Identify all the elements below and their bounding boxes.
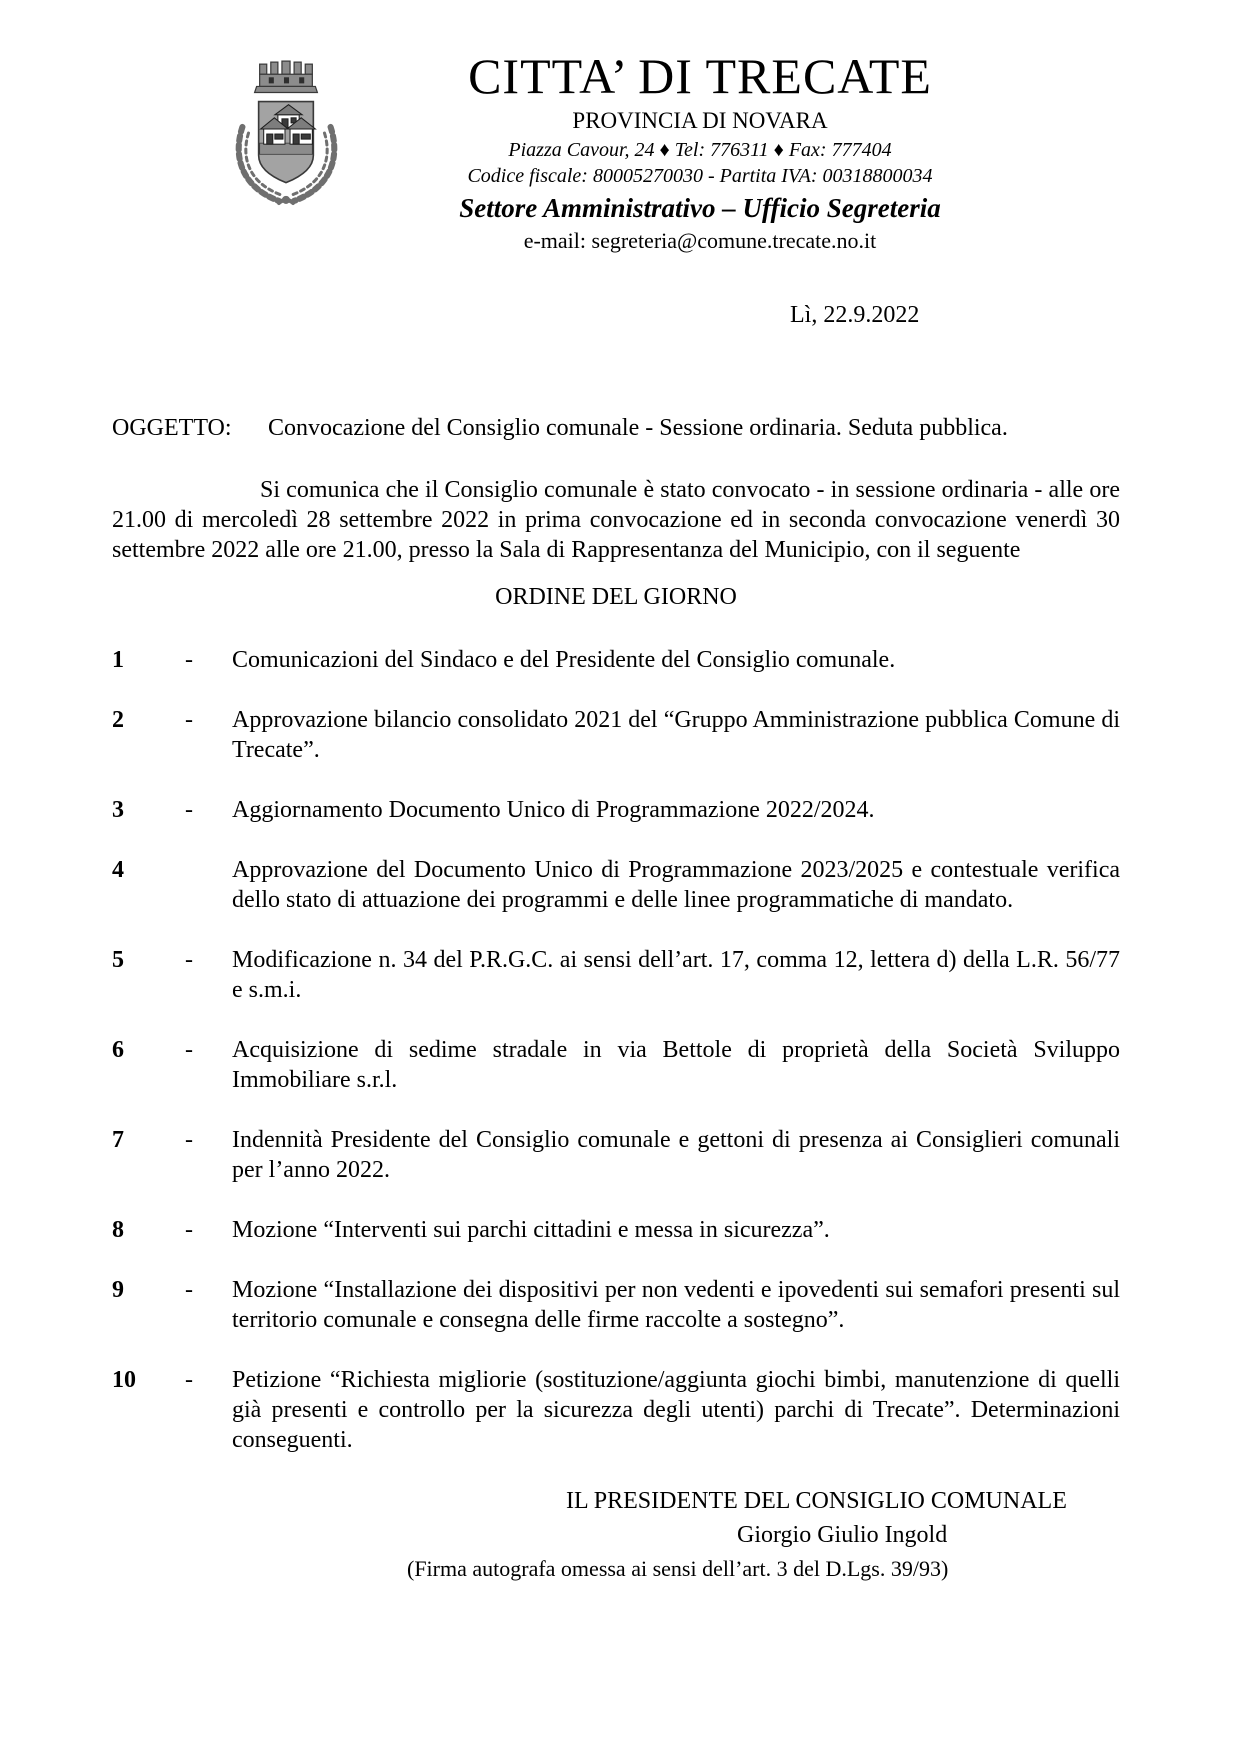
agenda-item [112,1215,1120,1245]
agenda-item [112,1275,1120,1335]
item-text: Approvazione bilancio consolidato 2021 del “Gruppo Amministrazione pubblica Comune di Trecate”. [232,707,1120,763]
item-number: 4 [112,857,124,883]
date-line: Lì, 22.9.2022 [790,302,920,328]
department-line: Settore Amministrativo – Ufficio Segreteria [459,193,941,223]
agenda-heading: ORDINE DEL GIORNO [495,584,737,610]
item-dash: - [185,1037,193,1063]
agenda-item [112,645,1120,675]
letterhead [0,48,1239,260]
item-number: 9 [112,1277,124,1303]
agenda-item [112,1365,1120,1455]
item-text: Modificazione n. 34 del P.R.G.C. ai sensi dell’art. 17, comma 12, lettera d) della L.R. 56/77 e s.m.i. [232,947,1120,1003]
item-dash: - [185,1367,193,1393]
item-number: 8 [112,1217,124,1243]
item-number: 2 [112,707,124,733]
address-line: Piazza Cavour, 24 ♦ Tel: 776311 ♦ Fax: 777404 [508,139,892,161]
item-dash: - [185,797,193,823]
agenda-item [112,705,1120,765]
agenda-item [112,945,1120,1005]
item-text: Mozione “Installazione dei dispositivi per non vedenti e ipovedenti sui semafori presenti sul territorio comunale e consegna delle firme raccolte a sostegno”. [232,1277,1120,1333]
document-body [112,300,1120,1586]
item-text: Acquisizione di sedime stradale in via Bettole di proprietà della Società Sviluppo Immobiliare s.r.l. [232,1037,1120,1093]
item-number: 7 [112,1127,124,1153]
item-text: Indennità Presidente del Consiglio comunale e gettoni di presenza ai Consiglieri comunali per l’anno 2022. [232,1127,1120,1183]
item-number: 5 [112,947,124,973]
item-text: Petizione “Richiesta migliorie (sostituzione/aggiunta giochi bimbi, manutenzione di quelli già presenti e controllo per la sicurezza degli utenti) parchi di Trecate”. Determinazioni conseguenti. [232,1367,1120,1453]
item-dash: - [185,647,193,673]
item-dash: - [185,947,193,973]
intro-paragraph: Si comunica che il Consiglio comunale è stato convocato - in sessione ordinaria - alle ore 21.00 di mercoledì 28 settembre 2022 in prima convocazione ed in seconda convocazione venerdì 30 settembre 2022 alle ore 21.00, presso la Sala di Rappresentanza del Municipio, con il seguente [112,477,1120,563]
agenda-item [112,855,1120,915]
fiscal-code-line: Codice fiscale: 80005270030 - Partita IVA: 00318800034 [467,165,933,187]
item-dash [177,855,232,915]
item-text: Approvazione del Documento Unico di Programmazione 2023/2025 e contestuale verifica dello stato di attuazione dei programmi e delle linee programmatiche di mandato. [232,857,1120,913]
item-text: Aggiornamento Documento Unico di Programmazione 2022/2024. [232,797,875,823]
subject-label: OGGETTO: [112,415,232,441]
item-number: 6 [112,1037,124,1063]
municipal-coat-of-arms-icon [228,54,345,208]
province-line: PROVINCIA DI NOVARA [572,108,828,133]
signer-name: Giorgio Giulio Ingold [737,1522,948,1548]
email-line: e-mail: segreteria@comune.trecate.no.it [523,228,877,253]
subject-row [112,413,1120,443]
item-text: Mozione “Interventi sui parchi cittadini e messa in sicurezza”. [232,1217,830,1243]
city-title: CITTA’ DI TRECATE [468,48,932,104]
agenda-list [112,645,1120,1455]
agenda-item [112,1125,1120,1185]
agenda-item [112,795,1120,825]
item-text: Comunicazioni del Sindaco e del Presidente del Consiglio comunale. [232,647,896,673]
agenda-item [112,1035,1120,1095]
subject-text: Convocazione del Consiglio comunale - Sessione ordinaria. Seduta pubblica. [268,415,1008,441]
signature-block [112,1485,1120,1586]
letterhead-text [280,48,1120,256]
item-dash: - [185,1277,193,1303]
signature-note: (Firma autografa omessa ai sensi dell’art. 3 del D.Lgs. 39/93) [407,1556,949,1581]
item-dash: - [185,1127,193,1153]
item-number: 1 [112,647,124,673]
item-number: 10 [112,1367,136,1393]
item-dash: - [185,707,193,733]
item-dash: - [185,1217,193,1243]
item-number: 3 [112,797,124,823]
signer-role: IL PRESIDENTE DEL CONSIGLIO COMUNALE [566,1488,1067,1514]
